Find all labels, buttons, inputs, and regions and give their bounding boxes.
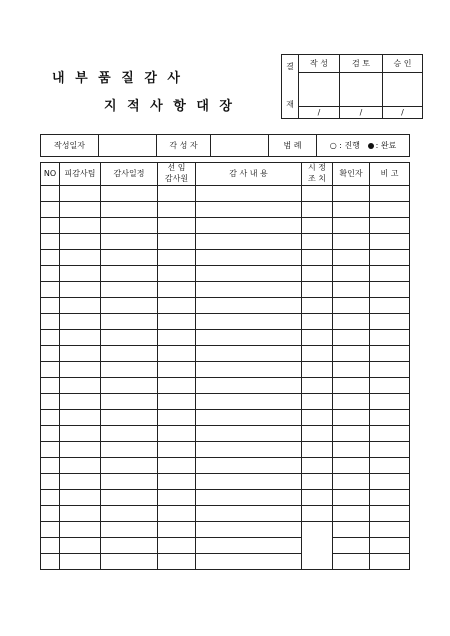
schedule-cell[interactable] [101,186,158,202]
schedule-cell[interactable] [101,250,158,266]
remarks-cell[interactable] [370,410,410,426]
confirmer-cell[interactable] [333,298,370,314]
approval-date-author[interactable]: / [299,107,340,119]
col-header-auditor-top: 선 임 [167,163,186,173]
document-title-line1: 내 부 품 질 감 사 [52,71,183,86]
auditor-cell[interactable] [158,554,196,570]
auditee-cell[interactable] [60,282,101,298]
auditor-cell[interactable] [158,426,196,442]
remarks-cell[interactable] [370,362,410,378]
document-title-line2: 지 적 사 항 대 장 [104,99,235,114]
schedule-cell[interactable] [101,330,158,346]
schedule-cell[interactable] [101,410,158,426]
legend-open: ○ : 진행 [329,141,360,150]
confirmer-cell[interactable] [333,426,370,442]
content-cell[interactable] [196,330,302,346]
confirmer-cell[interactable] [333,458,370,474]
table-row [41,266,410,282]
content-cell[interactable] [196,362,302,378]
confirmer-cell[interactable] [333,538,370,554]
auditee-cell[interactable] [60,410,101,426]
auditor-cell[interactable] [158,378,196,394]
no-cell[interactable] [41,474,60,490]
schedule-cell[interactable] [101,266,158,282]
schedule-cell[interactable] [101,314,158,330]
remarks-cell[interactable] [370,474,410,490]
schedule-cell[interactable] [101,378,158,394]
correction-cell[interactable] [302,410,333,426]
no-cell[interactable] [41,330,60,346]
auditee-cell[interactable] [60,538,101,554]
content-cell[interactable] [196,186,302,202]
content-cell[interactable] [196,490,302,506]
auditee-cell[interactable] [60,506,101,522]
remarks-cell[interactable] [370,330,410,346]
col-header-confirmer: 확인자 [333,163,370,186]
no-cell[interactable] [41,202,60,218]
schedule-cell[interactable] [101,346,158,362]
table-row [41,410,410,426]
remarks-cell[interactable] [370,394,410,410]
col-header-auditor [158,163,196,186]
no-cell[interactable] [41,506,60,522]
content-cell[interactable] [196,266,302,282]
confirmer-cell[interactable] [333,250,370,266]
content-cell[interactable] [196,474,302,490]
no-cell[interactable] [41,442,60,458]
schedule-cell[interactable] [101,362,158,378]
content-cell[interactable] [196,346,302,362]
auditor-cell[interactable] [158,506,196,522]
author-field[interactable] [211,135,269,157]
findings-table [40,162,410,570]
content-cell[interactable] [196,506,302,522]
table-row [41,202,410,218]
date-field[interactable] [99,135,157,157]
correction-cell[interactable] [302,394,333,410]
auditor-cell[interactable] [158,442,196,458]
schedule-cell[interactable] [101,506,158,522]
table-row [41,474,410,490]
no-cell[interactable] [41,186,60,202]
schedule-cell[interactable] [101,554,158,570]
remarks-cell[interactable] [370,458,410,474]
auditee-cell[interactable] [60,250,101,266]
remarks-cell[interactable] [370,442,410,458]
remarks-cell[interactable] [370,314,410,330]
auditor-cell[interactable] [158,218,196,234]
remarks-cell[interactable] [370,234,410,250]
approval-sign-review[interactable] [340,73,383,107]
auditor-cell[interactable] [158,186,196,202]
content-cell[interactable] [196,378,302,394]
auditor-cell[interactable] [158,474,196,490]
confirmer-cell[interactable] [333,234,370,250]
schedule-cell[interactable] [101,522,158,538]
no-cell[interactable] [41,490,60,506]
correction-cell[interactable] [302,474,333,490]
approval-label [282,55,299,119]
approval-label-bottom: 재 [286,100,294,110]
correction-cell[interactable] [302,186,333,202]
no-cell[interactable] [41,282,60,298]
auditee-cell[interactable] [60,186,101,202]
schedule-cell[interactable] [101,298,158,314]
no-cell[interactable] [41,538,60,554]
col-header-correction [302,163,333,186]
auditor-cell[interactable] [158,266,196,282]
content-cell[interactable] [196,282,302,298]
auditee-cell[interactable] [60,522,101,538]
no-cell[interactable] [41,426,60,442]
schedule-cell[interactable] [101,442,158,458]
correction-cell[interactable] [302,234,333,250]
table-row [41,250,410,266]
content-cell[interactable] [196,250,302,266]
approval-header-author: 작 성 [299,55,340,73]
confirmer-cell[interactable] [333,362,370,378]
schedule-cell[interactable] [101,282,158,298]
correction-cell[interactable] [302,506,333,522]
correction-cell[interactable] [302,490,333,506]
confirmer-cell[interactable] [333,522,370,538]
remarks-cell[interactable] [370,490,410,506]
content-cell[interactable] [196,522,302,538]
content-cell[interactable] [196,410,302,426]
remarks-cell[interactable] [370,250,410,266]
table-row [41,442,410,458]
info-row [40,134,410,157]
confirmer-cell[interactable] [333,282,370,298]
correction-cell[interactable] [302,426,333,442]
remarks-cell[interactable] [370,186,410,202]
confirmer-cell[interactable] [333,330,370,346]
auditor-cell[interactable] [158,234,196,250]
col-header-correction-bottom: 조 치 [308,174,326,183]
table-row [41,330,410,346]
table-row [41,314,410,330]
correction-cell[interactable] [302,250,333,266]
content-cell[interactable] [196,538,302,554]
legend-done: : 완료 [375,141,397,150]
legend-label: 범 례 [269,135,317,157]
correction-cell[interactable] [302,298,333,314]
col-header-schedule: 감사일정 [101,163,158,186]
table-row [41,378,410,394]
correction-cell[interactable] [302,458,333,474]
remarks-cell[interactable] [370,202,410,218]
auditor-cell[interactable] [158,362,196,378]
legend [317,135,410,157]
correction-cell[interactable] [302,522,333,570]
auditor-cell[interactable] [158,330,196,346]
col-header-content: 감 사 내 용 [196,163,302,186]
auditor-cell[interactable] [158,458,196,474]
schedule-cell[interactable] [101,234,158,250]
col-header-auditee: 피감사팀 [60,163,101,186]
content-cell[interactable] [196,554,302,570]
table-row [41,538,410,554]
confirmer-cell[interactable] [333,266,370,282]
auditee-cell[interactable] [60,442,101,458]
content-cell[interactable] [196,394,302,410]
remarks-cell[interactable] [370,346,410,362]
schedule-cell[interactable] [101,474,158,490]
no-cell[interactable] [41,266,60,282]
auditor-cell[interactable] [158,346,196,362]
correction-cell[interactable] [302,442,333,458]
auditee-cell[interactable] [60,362,101,378]
schedule-cell[interactable] [101,426,158,442]
schedule-cell[interactable] [101,538,158,554]
no-cell[interactable] [41,410,60,426]
content-cell[interactable] [196,218,302,234]
table-row [41,490,410,506]
auditee-cell[interactable] [60,474,101,490]
remarks-cell[interactable] [370,522,410,538]
auditee-cell[interactable] [60,234,101,250]
no-cell[interactable] [41,458,60,474]
table-row [41,522,410,538]
auditee-cell[interactable] [60,490,101,506]
table-row [41,298,410,314]
correction-cell[interactable] [302,218,333,234]
schedule-cell[interactable] [101,490,158,506]
confirmer-cell[interactable] [333,506,370,522]
auditee-cell[interactable] [60,202,101,218]
table-row [41,346,410,362]
auditor-cell[interactable] [158,522,196,538]
auditor-cell[interactable] [158,282,196,298]
auditor-cell[interactable] [158,538,196,554]
table-row [41,186,410,202]
correction-cell[interactable] [302,378,333,394]
auditor-cell[interactable] [158,410,196,426]
approval-sign-approve[interactable] [383,73,423,107]
correction-cell[interactable] [302,330,333,346]
approval-sign-author[interactable] [299,73,340,107]
remarks-cell[interactable] [370,266,410,282]
findings-rows [41,186,410,570]
no-cell[interactable] [41,394,60,410]
table-row [41,426,410,442]
remarks-cell[interactable] [370,378,410,394]
confirmer-cell[interactable] [333,346,370,362]
confirmer-cell[interactable] [333,394,370,410]
correction-cell[interactable] [302,266,333,282]
table-row [41,394,410,410]
auditee-cell[interactable] [60,314,101,330]
no-cell[interactable] [41,362,60,378]
no-cell[interactable] [41,314,60,330]
col-header-correction-top: 시 정 [308,163,326,173]
col-header-remarks: 비 고 [370,163,410,186]
correction-cell[interactable] [302,362,333,378]
auditor-cell[interactable] [158,298,196,314]
auditee-cell[interactable] [60,266,101,282]
confirmer-cell[interactable] [333,410,370,426]
author-label: 각 성 자 [157,135,211,157]
col-header-auditor-bottom: 감사원 [164,174,189,183]
no-cell[interactable] [41,234,60,250]
correction-cell[interactable] [302,202,333,218]
approval-box [281,54,423,119]
table-row [41,218,410,234]
auditor-cell[interactable] [158,394,196,410]
content-cell[interactable] [196,202,302,218]
table-row [41,506,410,522]
content-cell[interactable] [196,298,302,314]
content-cell[interactable] [196,234,302,250]
remarks-cell[interactable] [370,298,410,314]
schedule-cell[interactable] [101,218,158,234]
remarks-cell[interactable] [370,218,410,234]
confirmer-cell[interactable] [333,378,370,394]
table-row [41,554,410,570]
auditor-cell[interactable] [158,250,196,266]
approval-date-review[interactable]: / [340,107,383,119]
confirmer-cell[interactable] [333,490,370,506]
auditee-cell[interactable] [60,218,101,234]
correction-cell[interactable] [302,282,333,298]
auditor-cell[interactable] [158,314,196,330]
no-cell[interactable] [41,522,60,538]
schedule-cell[interactable] [101,394,158,410]
auditor-cell[interactable] [158,490,196,506]
auditee-cell[interactable] [60,458,101,474]
correction-cell[interactable] [302,314,333,330]
content-cell[interactable] [196,458,302,474]
no-cell[interactable] [41,378,60,394]
col-header-no: NO [41,163,60,186]
approval-date-approve[interactable]: / [383,107,423,119]
no-cell[interactable] [41,346,60,362]
confirmer-cell[interactable] [333,474,370,490]
auditee-cell[interactable] [60,378,101,394]
approval-header-approve: 승 인 [383,55,423,73]
auditee-cell[interactable] [60,394,101,410]
filled-circle-icon [368,143,374,149]
remarks-cell[interactable] [370,554,410,570]
remarks-cell[interactable] [370,282,410,298]
confirmer-cell[interactable] [333,186,370,202]
auditee-cell[interactable] [60,426,101,442]
remarks-cell[interactable] [370,538,410,554]
content-cell[interactable] [196,314,302,330]
no-cell[interactable] [41,298,60,314]
auditor-cell[interactable] [158,202,196,218]
approval-header-review: 검 토 [340,55,383,73]
confirmer-cell[interactable] [333,442,370,458]
remarks-cell[interactable] [370,426,410,442]
approval-label-top: 결 [286,61,294,71]
table-row [41,458,410,474]
remarks-cell[interactable] [370,506,410,522]
confirmer-cell[interactable] [333,202,370,218]
confirmer-cell[interactable] [333,554,370,570]
no-cell[interactable] [41,250,60,266]
auditee-cell[interactable] [60,298,101,314]
auditee-cell[interactable] [60,330,101,346]
table-row [41,234,410,250]
confirmer-cell[interactable] [333,314,370,330]
content-cell[interactable] [196,426,302,442]
content-cell[interactable] [196,442,302,458]
table-row [41,362,410,378]
date-label: 작성일자 [41,135,99,157]
table-row [41,282,410,298]
schedule-cell[interactable] [101,202,158,218]
schedule-cell[interactable] [101,458,158,474]
no-cell[interactable] [41,218,60,234]
no-cell[interactable] [41,554,60,570]
auditee-cell[interactable] [60,554,101,570]
confirmer-cell[interactable] [333,218,370,234]
correction-cell[interactable] [302,346,333,362]
auditee-cell[interactable] [60,346,101,362]
